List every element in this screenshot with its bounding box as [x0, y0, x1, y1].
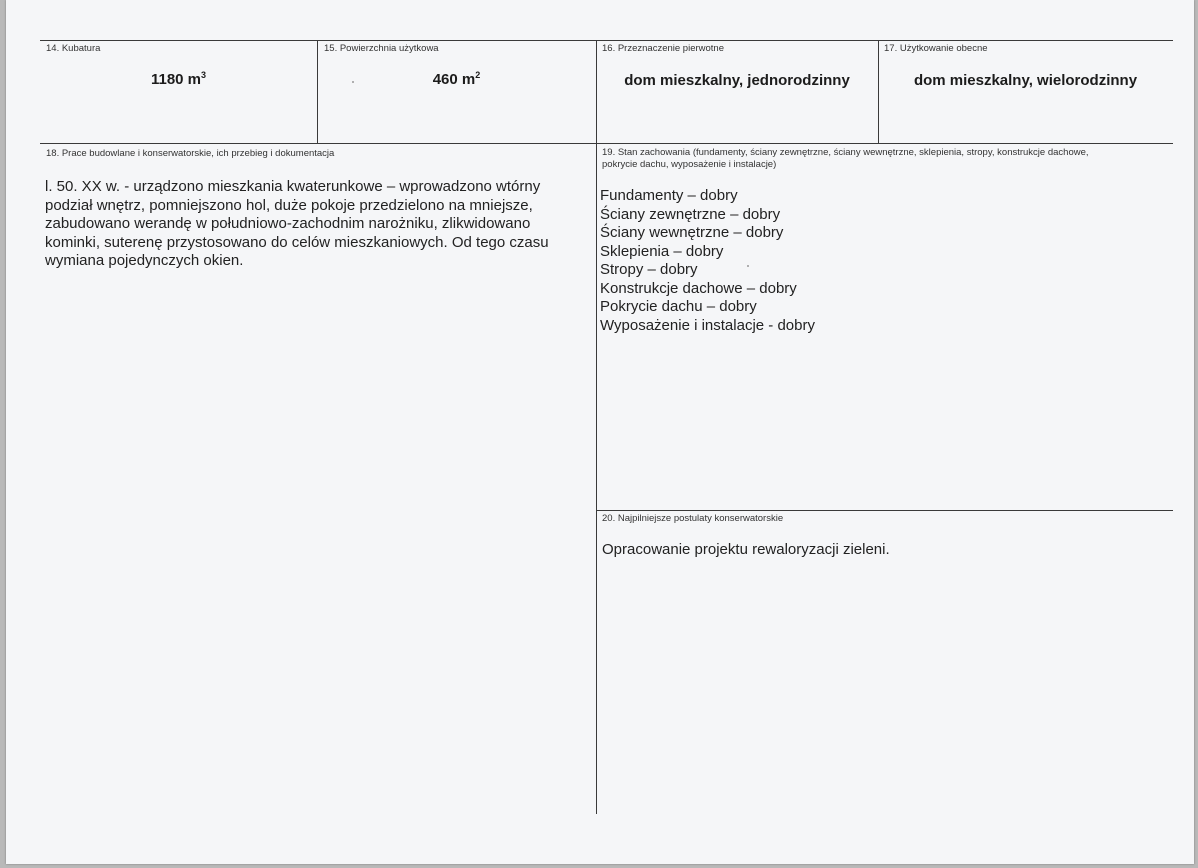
stan-item-sciany-zewnetrzne: Ściany zewnętrzne – dobry	[600, 205, 781, 223]
uzytkowanie-value: dom mieszkalny, wielorodzinny	[913, 72, 1138, 89]
przeznaczenie-label: 16. Przeznaczenie pierwotne	[602, 43, 724, 54]
powierzchnia-label: 15. Powierzchnia użytkowa	[324, 43, 439, 54]
stan-item-stropy: Stropy – dobry	[600, 261, 698, 278]
prace-label: 18. Prace budowlane i konserwatorskie, ich przebieg i dokumentacja	[46, 148, 335, 159]
scan-speck	[747, 265, 749, 267]
col-divider-3	[878, 40, 879, 143]
stan-item-fundamenty: Fundamenty – dobry	[600, 187, 738, 204]
top-border-line	[40, 40, 1173, 41]
stan-item-wyposazenie: Wyposażenie i instalacje - dobry	[600, 316, 815, 334]
form-sheet	[6, 0, 1194, 864]
kubatura-exponent: 3	[201, 70, 207, 80]
uzytkowanie-label: 17. Użytkowanie obecne	[884, 43, 988, 54]
kubatura-value	[40, 71, 317, 88]
stan-item-pokrycie-dachu: Pokrycie dachu – dobry	[600, 298, 757, 315]
stan-label: 19. Stan zachowania (fundamenty, ściany zewnętrzne, ściany wewnętrzne, sklepienia, stropy, konstrukcje dachowe, pokrycie dachu, wyposażenie i instalacje)	[602, 147, 1089, 170]
postulaty-label: 20. Najpilniejsze postulaty konserwatorskie	[602, 513, 784, 524]
powierzchnia-value	[317, 71, 596, 88]
kubatura-label: 14. Kubatura	[46, 43, 101, 54]
postulaty-text: Opracowanie projektu rewaloryzacji zieleni.	[602, 541, 890, 558]
col-divider-1	[317, 40, 318, 143]
col-divider-2	[596, 40, 597, 814]
stan-item-konstrukcje-dachowe: Konstrukcje dachowe – dobry	[600, 279, 797, 297]
powierzchnia-value-text: 460 m	[432, 71, 476, 88]
prace-text: l. 50. XX w. - urządzono mieszkania kwaterunkowe – wprowadzono wtórny podział wnętrz, pomniejszono hol, duże pokoje przedzielono na mniejsze, zabudowano werandę w południowo-zachodnim narożniku, zlikwidowano kominki, suterenę przystosowano do celów mieszkaniowych. Od tego czasu wymiana pojedynczych okien.	[45, 178, 549, 269]
row-divider-line	[40, 143, 1173, 144]
scan-speck	[352, 81, 354, 83]
stan-item-sklepienia: Sklepienia – dobry	[600, 242, 724, 260]
stan-list	[600, 187, 1160, 335]
stan-item-sciany-wewnetrzne: Ściany wewnętrzne – dobry	[600, 224, 784, 241]
powierzchnia-exponent: 2	[475, 70, 481, 80]
przeznaczenie-value: dom mieszkalny, jednorodzinny	[624, 72, 850, 89]
kubatura-value-text: 1180 m	[150, 71, 202, 88]
section-20-divider-line	[596, 510, 1173, 511]
